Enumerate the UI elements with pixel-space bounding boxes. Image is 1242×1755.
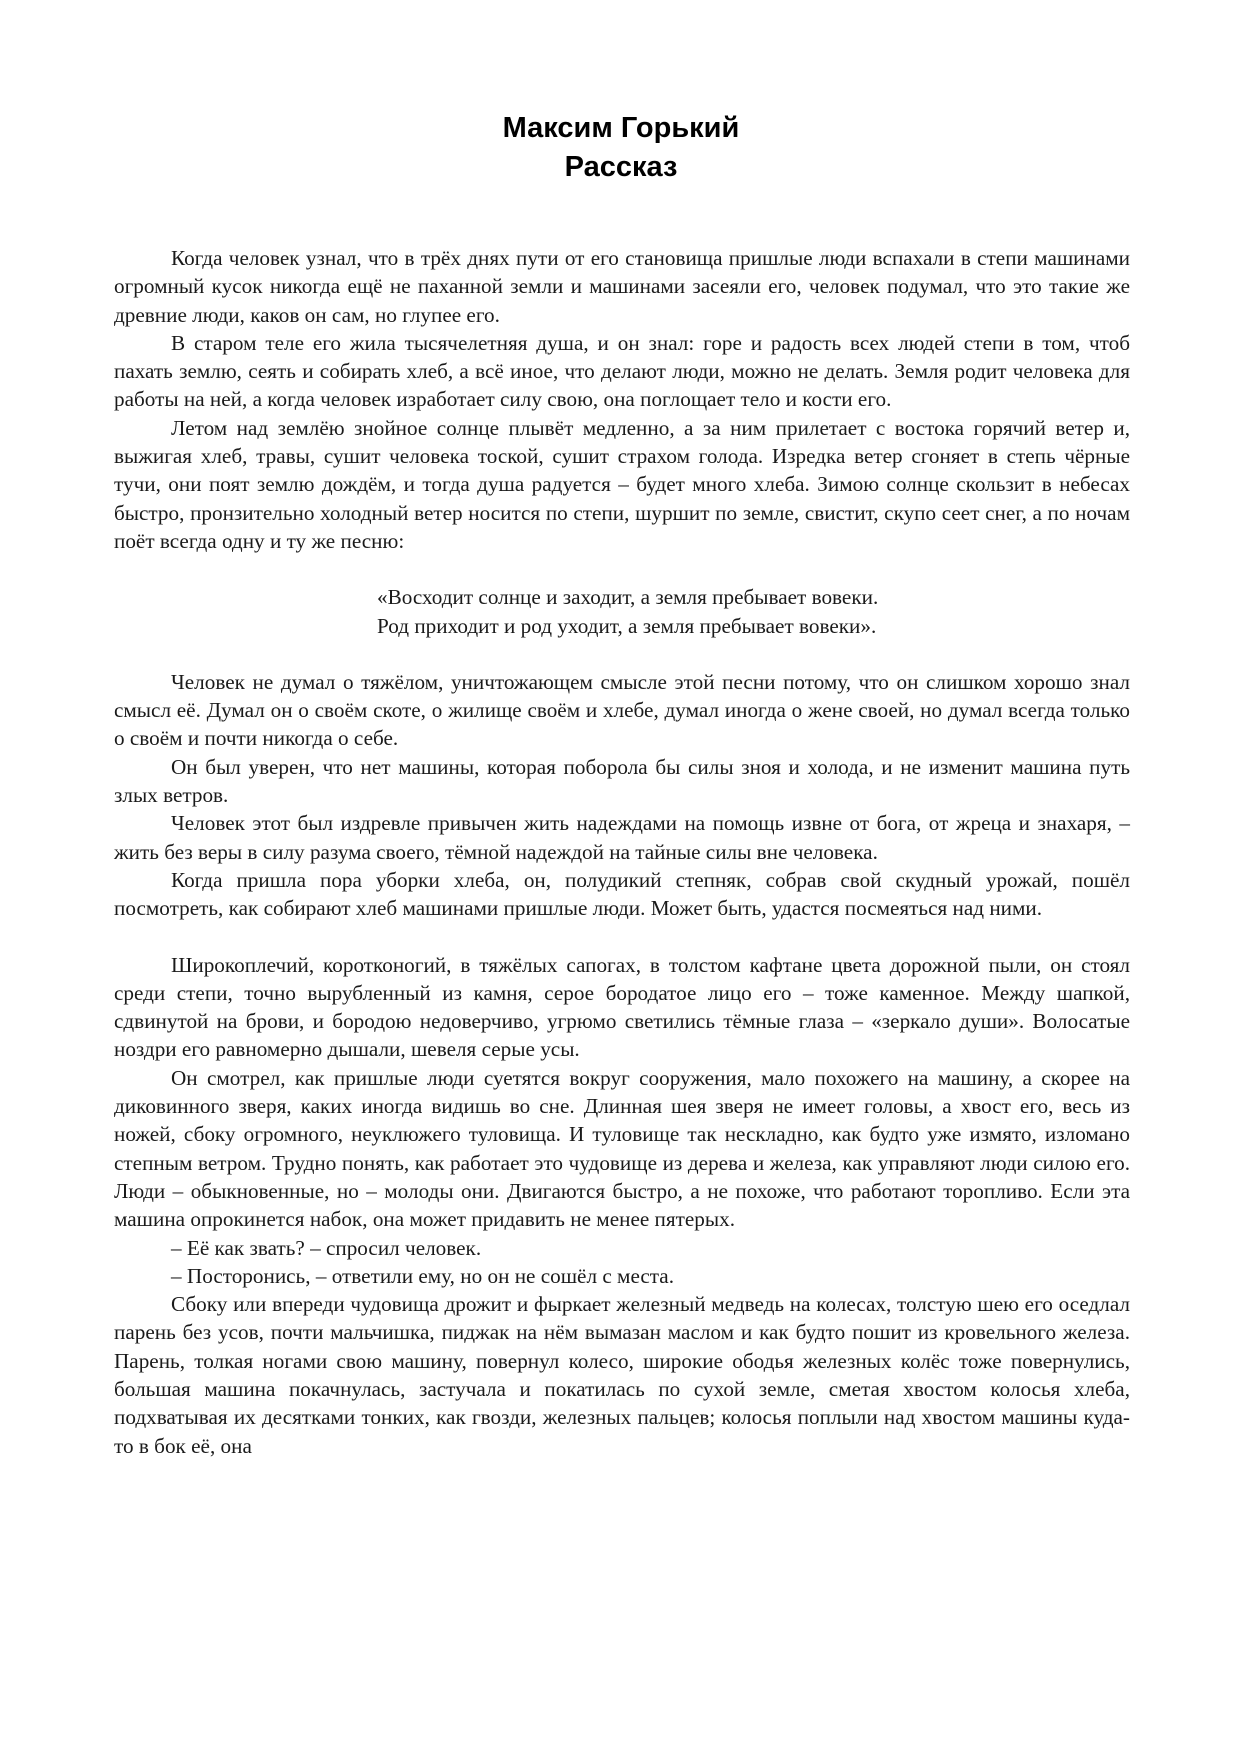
story-title: Рассказ (564, 151, 678, 183)
paragraph: Он был уверен, что нет машины, которая поборола бы силы зноя и холода, и не изменит машина путь злых ветров. (114, 754, 1130, 808)
song-quote (377, 583, 1130, 640)
song-line: Род приходит и род уходит, а земля пребывает вовеки». (377, 613, 877, 638)
paragraph: Он смотрел, как пришлые люди суетятся вокруг сооружения, мало похожего на машину, а скорее на диковинного зверя, каких иногда видишь во сне. Длинная шея зверя не имеет головы, а хвост его, весь из ножей, сбоку огромного, неуклюжего туловища. И туловище так нескладно, как будто уже измято, изломано степным ветром. Трудно понять, как работает это чудовище из дерева и железа, как управляют люди силою его. Люди – обыкновенные, но – молоды они. Двигаются быстро, а не похоже, что работают торопливо. Если эта машина опрокинется набок, она может придавить не менее пятерых. (114, 1065, 1130, 1232)
paragraph: Когда пришла пора уборки хлеба, он, полудикий степняк, собрав свой скудный урожай, пошёл посмотреть, как собирают хлеб машинами пришлые люди. Может быть, удастся посмеяться над ними. (114, 867, 1130, 921)
paragraph: Когда человек узнал, что в трёх днях пути от его становища пришлые люди вспахали в степи машинами огромный кусок никогда ещё не паханной земли и машинами засеяли его, человек подумал, что это такие же древние люди, каков он сам, но глупее его. (114, 246, 1130, 327)
paragraph: Сбоку или впереди чудовища дрожит и фыркает железный медведь на колесах, толстую шею его оседлал парень без усов, почти мальчишка, пиджак на нём вымазан маслом и как будто пошит из кровельного железа. Парень, толкая ногами свою машину, повернул колесо, широкие ободья железных колёс тоже повернулись, большая машина покачнулась, застучала и покатилась по сухой земле, сметая хвостом колосья хлеба, подхватывая их десятками тонких, как гвозди, железных пальцев; колосья поплыли над хвостом машины куда-то в бок её, она (114, 1292, 1130, 1458)
paragraph: Человек не думал о тяжёлом, уничтожающем смысле этой песни потому, что он слишком хорошо знал смысл её. Думал он о своём скоте, о жилище своём и хлебе, думал иногда о жене своей, но думал всегда только о своём и почти никогда о себе. (114, 669, 1130, 751)
section-gap (114, 923, 1130, 951)
paragraph: Широкоплечий, коротконогий, в тяжёлых сапогах, в толстом кафтане цвета дорожной пыли, он стоял среди степи, точно вырубленный из камня, серое бородатое лицо его – тоже каменное. Между шапкой, сдвинутой на брови, и бородою недоверчиво, угрюмо светились тёмные глаза – «зеркало души». Волосатые ноздри его равномерно дышали, шевеля серые усы. (114, 952, 1130, 1062)
dialog-line: – Её как звать? – спросил человек. (171, 1235, 482, 1260)
paragraph: В старом теле его жила тысячелетняя душа, и он знал: горе и радость всех людей степи в том, чтоб пахать землю, сеять и собирать хлеб, а всё иное, что делают люди, можно не делать. Земля родит человека для работы на ней, а когда человек изработает силу свою, она поглощает тело и кости его. (114, 330, 1130, 412)
song-line: «Восходит солнце и заходит, а земля пребывает вовеки. (377, 585, 879, 610)
document-header (0, 109, 1242, 187)
dialog-line: – Посторонись, – ответили ему, но он не сошёл с места. (171, 1263, 674, 1288)
paragraph: Человек этот был издревле привычен жить надеждами на помощь извне от бога, от жреца и знахаря, – жить без веры в силу разума своего, тёмной надеждой на тайные силы вне человека. (114, 811, 1130, 864)
story-body (114, 244, 1130, 1460)
author-name: Максим Горький (502, 112, 740, 144)
paragraph: Летом над землёю знойное солнце плывёт медленно, а за ним прилетает с востока горячий ветер и, выжигая хлеб, травы, сушит человека тоской, сушит страхом голода. Изредка ветер сгоняет в степь чёрные тучи, они поят землю дождём, и тогда душа радуется – будет много хлеба. Зимою солнце скользит в небесах быстро, пронзительно холодный ветер носится по степи, шуршит по земле, свистит, скупо сеет снег, а по ночам поёт всегда одну и ту же песню: (114, 415, 1130, 553)
